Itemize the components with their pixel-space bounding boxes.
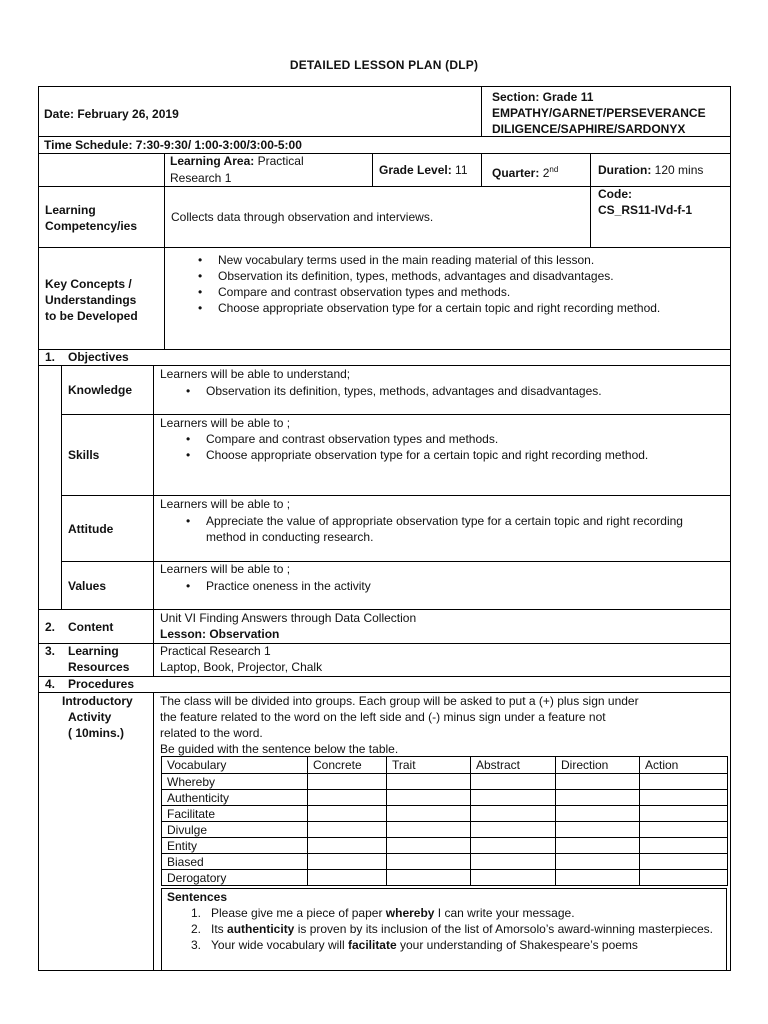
- table-row: [162, 822, 728, 838]
- values-label: Values: [68, 579, 107, 593]
- intro-label-1: Introductory: [62, 694, 133, 708]
- table-cell[interactable]: [556, 806, 640, 822]
- table-cell[interactable]: [387, 822, 471, 838]
- sentence-bold: whereby: [385, 906, 435, 920]
- list-item: • Choose appropriate observation type for a certain topic and right recording method.: [178, 447, 726, 463]
- table-cell[interactable]: [387, 854, 471, 870]
- blank-cell: [38, 153, 165, 187]
- instructions-line-3: related to the word.: [160, 726, 263, 740]
- competency-label-2: Competency/ies: [45, 219, 138, 233]
- table-cell[interactable]: [556, 774, 640, 790]
- attitude-label: Attitude: [68, 522, 114, 536]
- table-cell[interactable]: [640, 822, 728, 838]
- table-cell[interactable]: [308, 806, 387, 822]
- knowledge-label: Knowledge: [68, 383, 133, 397]
- list-item: [167, 937, 722, 953]
- attitude-intro: Learners will be able to ;: [160, 497, 291, 511]
- table-cell[interactable]: [308, 838, 387, 854]
- list-item: • Observation its definition, types, methods, advantages and disadvantages.: [178, 383, 726, 399]
- resources-label-1: Learning: [68, 644, 119, 658]
- table-header: Vocabulary: [162, 757, 308, 774]
- sentence-pre: Your wide vocabulary will: [211, 938, 348, 952]
- content-line-1: Unit VI Finding Answers through Data Collection: [160, 611, 417, 625]
- sentences-list: [167, 905, 722, 953]
- sentence-pre: Its: [211, 922, 228, 936]
- sentence-num: 2.: [191, 922, 202, 936]
- sentence-post: I can write your message.: [434, 906, 575, 920]
- objectives-num: 1.: [45, 350, 56, 364]
- table-cell[interactable]: [640, 838, 728, 854]
- vocab-word: Derogatory: [162, 870, 308, 886]
- competency-label-1: Learning: [45, 203, 96, 217]
- sentence-post: is proven by its inclusion of the list of Amorsolo’s award-winning masterpieces.: [294, 922, 713, 936]
- quarter-value: 2: [542, 166, 550, 180]
- table-cell[interactable]: [556, 854, 640, 870]
- values-intro: Learners will be able to ;: [160, 562, 291, 576]
- content-label: Content: [68, 620, 114, 634]
- time-schedule-text: Time Schedule: 7:30-9:30/ 1:00-3:00/3:00-5:00: [44, 138, 302, 152]
- vocab-word: Biased: [162, 854, 308, 870]
- table-cell[interactable]: [556, 838, 640, 854]
- duration-text: [598, 162, 703, 178]
- table-cell[interactable]: [640, 870, 728, 886]
- sentence-bold: facilitate: [347, 938, 397, 952]
- table-row: [162, 774, 728, 790]
- table-cell[interactable]: [308, 822, 387, 838]
- list-item: • Observation its definition, types, methods, advantages and disadvantages.: [190, 268, 725, 284]
- resources-line-2: Laptop, Book, Projector, Chalk: [160, 660, 323, 674]
- table-cell[interactable]: [556, 790, 640, 806]
- learning-area-label: Learning Area:: [170, 154, 255, 168]
- table-cell[interactable]: [387, 790, 471, 806]
- values-list: [178, 578, 726, 594]
- date-text: Date: February 26, 2019: [44, 107, 179, 121]
- knowledge-intro: Learners will be able to understand;: [160, 367, 351, 381]
- code-label: Code:: [598, 187, 632, 201]
- grade-level-value: 11: [455, 163, 468, 177]
- intro-label-3: ( 10mins.): [68, 726, 125, 740]
- table-cell[interactable]: [640, 790, 728, 806]
- table-cell[interactable]: [308, 854, 387, 870]
- skills-label: Skills: [68, 448, 100, 462]
- procedures-label: Procedures: [68, 677, 135, 691]
- section-line-3: DILIGENCE/SAPHIRE/SARDONYX: [492, 122, 686, 136]
- table-header: Direction: [556, 757, 640, 774]
- list-item: [167, 921, 722, 937]
- duration-value: 120 mins: [654, 163, 704, 177]
- list-item: • Compare and contrast observation types and methods.: [190, 284, 725, 300]
- table-row: [162, 790, 728, 806]
- list-item: [167, 905, 722, 921]
- instructions-line-4: Be guided with the sentence below the table.: [160, 742, 399, 756]
- section-label: Section: Grade 11: [492, 90, 594, 104]
- table-header: Trait: [387, 757, 471, 774]
- knowledge-list: [178, 383, 726, 399]
- instructions-line-1: The class will be divided into groups. Each group will be asked to put a (+) plus sign under: [160, 694, 639, 708]
- objectives-heading-cell: [38, 349, 731, 366]
- sentence-num: 1.: [191, 906, 202, 920]
- table-cell[interactable]: [556, 822, 640, 838]
- procedures-num: 4.: [45, 677, 56, 691]
- table-cell[interactable]: [471, 854, 556, 870]
- table-header: Action: [640, 757, 728, 774]
- vocab-word: Entity: [162, 838, 308, 854]
- list-item: • Choose appropriate observation type for a certain topic and right recording method.: [190, 300, 725, 316]
- learning-area-text: [170, 153, 304, 169]
- vocab-word: Whereby: [162, 774, 308, 790]
- learning-area-line-2: Research 1: [170, 171, 232, 185]
- table-cell[interactable]: [471, 774, 556, 790]
- list-item: • Practice oneness in the activity: [178, 578, 726, 594]
- procedures-heading-cell: [38, 676, 731, 693]
- intro-label-2: Activity: [68, 710, 112, 724]
- table-cell[interactable]: [471, 806, 556, 822]
- table-cell[interactable]: [471, 838, 556, 854]
- grade-level-label: Grade Level:: [379, 163, 452, 177]
- table-cell[interactable]: [640, 854, 728, 870]
- sentence-bold: authenticity: [227, 922, 295, 936]
- objectives-heading: Objectives: [68, 350, 129, 364]
- list-item: • Compare and contrast observation types and methods.: [178, 431, 726, 447]
- table-cell[interactable]: [387, 870, 471, 886]
- duration-label: Duration:: [598, 163, 652, 177]
- learning-area-line-1: Practical: [257, 154, 304, 168]
- competency-text: Collects data through observation and interviews.: [171, 210, 434, 224]
- vocab-word: Divulge: [162, 822, 308, 838]
- table-row: [162, 870, 728, 886]
- skills-intro: Learners will be able to ;: [160, 416, 291, 430]
- resources-label-2: Resources: [68, 660, 130, 674]
- key-concepts-list: [190, 252, 725, 316]
- table-cell[interactable]: [308, 870, 387, 886]
- instructions-line-2: the feature related to the word on the left side and (-) minus sign under a feature not: [160, 710, 606, 724]
- grade-level-text: [379, 162, 468, 178]
- section-line-2: EMPATHY/GARNET/PERSEVERANCE: [492, 106, 706, 120]
- table-cell[interactable]: [308, 774, 387, 790]
- table-row: [162, 806, 728, 822]
- attitude-list: [178, 513, 716, 545]
- sentences-label: Sentences: [167, 890, 228, 904]
- table-cell[interactable]: [471, 790, 556, 806]
- sentence-pre: Please give me a piece of paper: [211, 906, 386, 920]
- table-cell[interactable]: [308, 790, 387, 806]
- key-concepts-label-1: Key Concepts /: [45, 277, 132, 291]
- key-concepts-label-3: to be Developed: [45, 309, 138, 323]
- skills-list: [178, 431, 726, 463]
- content-num: 2.: [45, 620, 56, 634]
- vocabulary-table: [161, 756, 728, 886]
- table-cell[interactable]: [471, 870, 556, 886]
- table-header: Concrete: [308, 757, 387, 774]
- table-cell[interactable]: [640, 806, 728, 822]
- table-row: [162, 838, 728, 854]
- resources-line-1: Practical Research 1: [160, 644, 271, 658]
- objectives-spacer-column: [38, 365, 62, 610]
- sentence-post: your understanding of Shakespeare’s poems: [396, 938, 638, 952]
- sentence-num: 3.: [191, 938, 202, 952]
- page-title: DETAILED LESSON PLAN (DLP): [289, 58, 479, 72]
- vocab-word: Authenticity: [162, 790, 308, 806]
- vocab-word: Facilitate: [162, 806, 308, 822]
- table-cell[interactable]: [471, 822, 556, 838]
- table-cell[interactable]: [387, 774, 471, 790]
- key-concepts-label-2: Understandings: [45, 293, 137, 307]
- list-item: • Appreciate the value of appropriate observation type for a certain topic and right recording method in conducting research.: [178, 513, 716, 545]
- table-header-row: [162, 757, 728, 774]
- table-cell[interactable]: [640, 774, 728, 790]
- code-value: CS_RS11-IVd-f-1: [598, 203, 693, 217]
- table-cell[interactable]: [556, 870, 640, 886]
- quarter-text: [492, 162, 558, 181]
- resources-num: 3.: [45, 644, 56, 658]
- quarter-suffix: nd: [549, 165, 559, 174]
- list-item: • New vocabulary terms used in the main reading material of this lesson.: [190, 252, 725, 268]
- table-header: Abstract: [471, 757, 556, 774]
- table-cell[interactable]: [387, 838, 471, 854]
- table-cell[interactable]: [387, 806, 471, 822]
- quarter-label: Quarter:: [492, 166, 540, 180]
- table-row: [162, 854, 728, 870]
- content-line-2: Lesson: Observation: [160, 627, 280, 641]
